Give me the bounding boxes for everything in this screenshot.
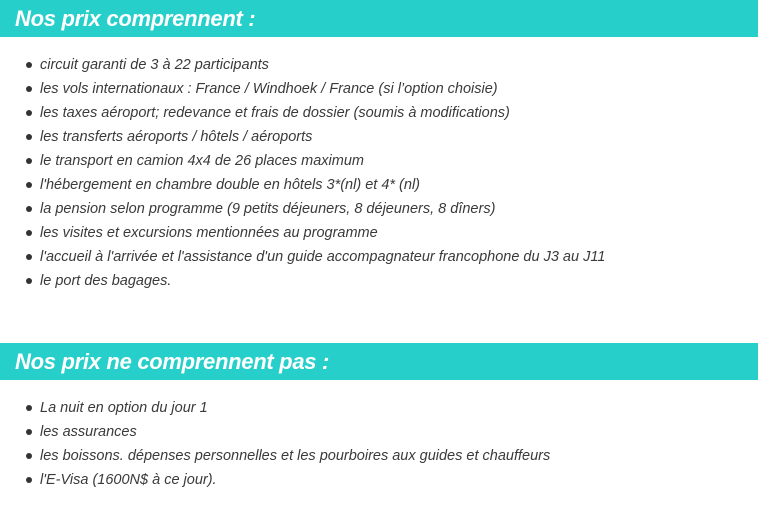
list-item-text: le port des bagages. [40,273,172,289]
bullet-icon [26,62,32,68]
included-list [0,53,605,293]
list-item-text: les assurances [40,424,137,440]
list-item-text: l'hébergement en chambre double en hôtels 3*(nl) et 4* (nl) [40,177,420,193]
list-item-text: les boissons. dépenses personnelles et les pourboires aux guides et chauffeurs [40,448,551,464]
list-item [0,245,605,269]
bullet-icon [26,453,32,459]
bullet-icon [26,86,32,92]
bullet-icon [26,429,32,435]
included-section-title: Nos prix comprennent : [0,0,758,37]
bullet-icon [26,230,32,236]
list-item-text: circuit garanti de 3 à 22 participants [40,57,269,73]
list-item [0,269,605,293]
list-item-text: les visites et excursions mentionnées au programme [40,225,378,241]
list-item-text: l'E-Visa (1600N$ à ce jour). [40,472,217,488]
list-item [0,77,605,101]
excluded-section-title: Nos prix ne comprennent pas : [0,343,758,380]
bullet-icon [26,206,32,212]
list-item [0,221,605,245]
list-item [0,468,550,492]
bullet-icon [26,405,32,411]
list-item-text: La nuit en option du jour 1 [40,400,208,416]
list-item [0,53,605,77]
excluded-list [0,396,550,492]
bullet-icon [26,477,32,483]
bullet-icon [26,254,32,260]
list-item [0,125,605,149]
list-item [0,197,605,221]
list-item-text: la pension selon programme (9 petits déjeuners, 8 déjeuners, 8 dîners) [40,201,496,217]
list-item-text: les taxes aéroport; redevance et frais de dossier (soumis à modifications) [40,105,510,121]
list-item [0,420,550,444]
list-item [0,444,550,468]
bullet-icon [26,110,32,116]
list-item-text: les transferts aéroports / hôtels / aéroports [40,129,313,145]
list-item [0,173,605,197]
bullet-icon [26,278,32,284]
list-item [0,396,550,420]
list-item [0,149,605,173]
list-item-text: les vols internationaux : France / Windhoek / France (si l’option choisie) [40,81,498,97]
list-item [0,101,605,125]
bullet-icon [26,158,32,164]
list-item-text: l'accueil à l'arrivée et l'assistance d'un guide accompagnateur francophone du J3 au J11 [40,249,606,265]
bullet-icon [26,182,32,188]
bullet-icon [26,134,32,140]
list-item-text: le transport en camion 4x4 de 26 places maximum [40,153,364,169]
